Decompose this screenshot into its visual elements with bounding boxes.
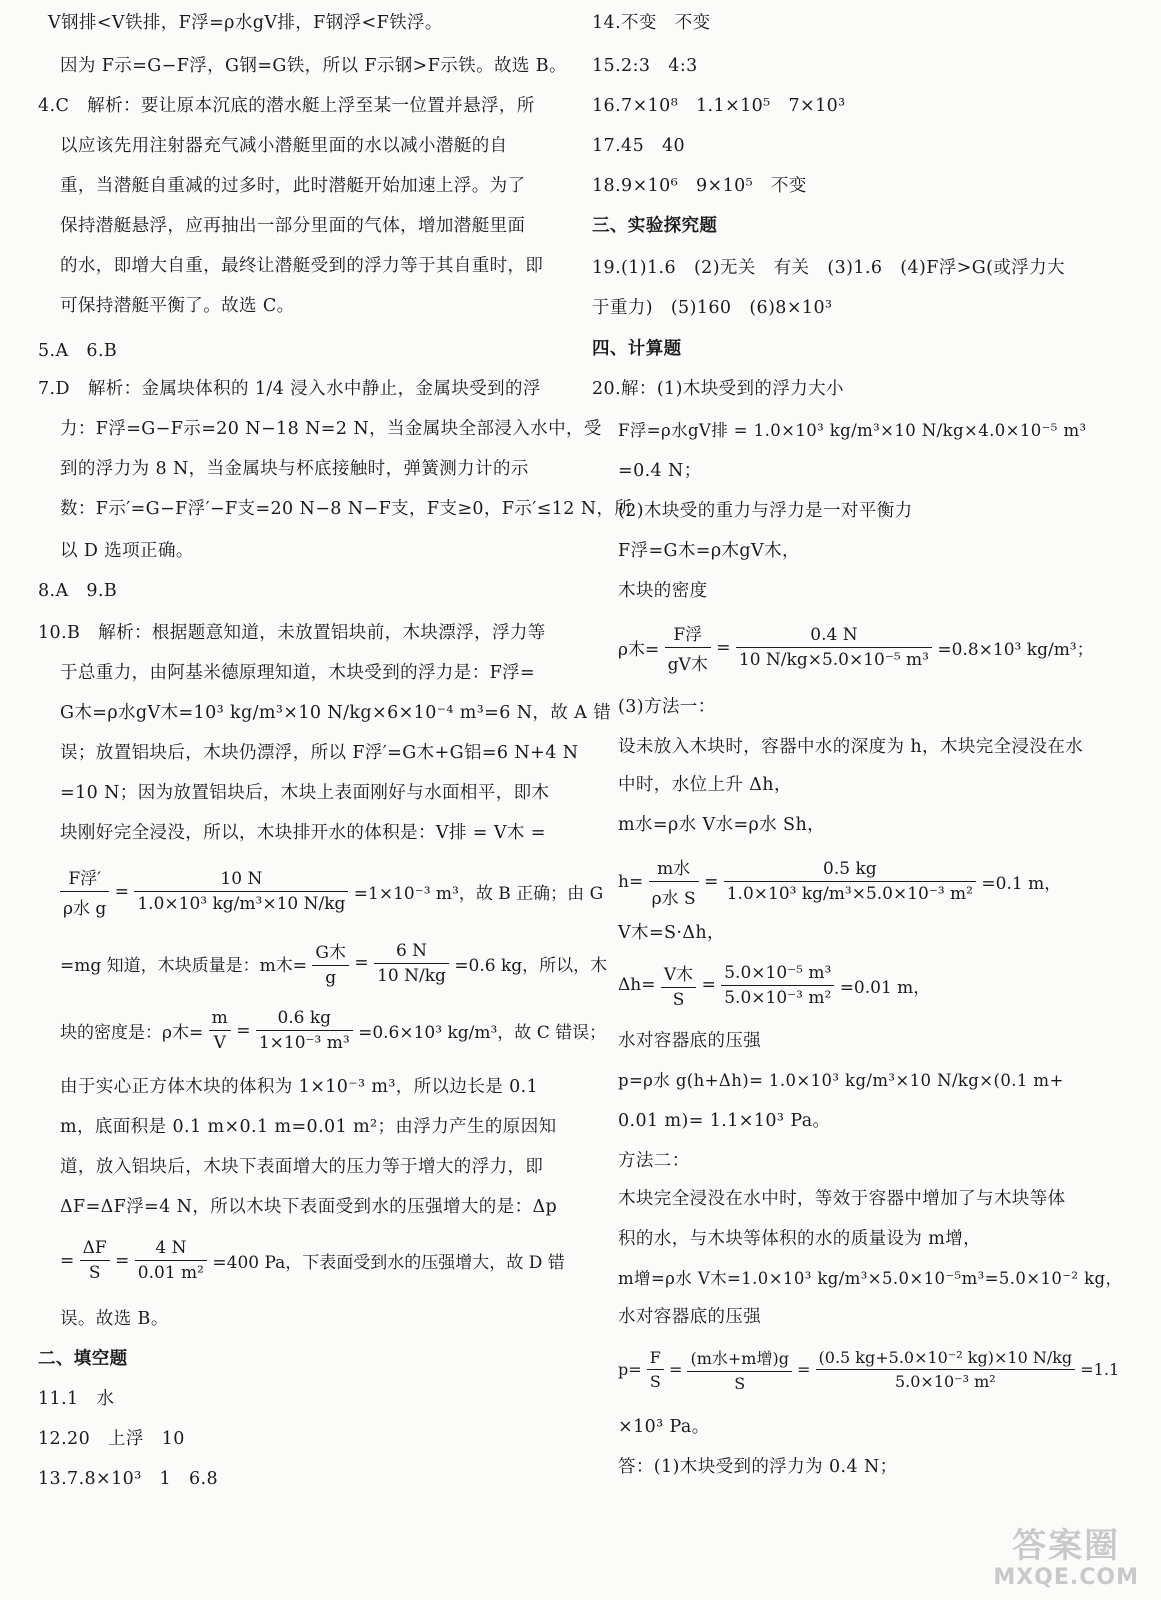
text-line: 于重力) (5)160 (6)8×10³ [592, 298, 833, 318]
formula-line: =0.4 N； [618, 461, 702, 481]
answer-4: 4.C 解析：要让原本沉底的潜水艇上浮至某一位置并悬浮，所 [38, 96, 535, 116]
formula-line: V木=S·Δh， [618, 923, 725, 943]
text-line: 重，当潜艇自重减的过多时，此时潜艇开始加速上浮。为了 [60, 176, 526, 196]
text-line: 道，放入铝块后，木块下表面增大的压力等于增大的浮力，即 [60, 1157, 544, 1177]
text-line: 保持潜艇悬浮，应再抽出一部分里面的气体，增加潜艇里面 [60, 216, 526, 236]
fraction-line: Δh= V木 S = $\frac{\text{5.0×10⁻⁵ m³}}{\text{5.0×10⁻³ m²}}$ =0.01 m， [618, 960, 930, 1010]
fraction-line: = $\frac{\Delta F}{S}$ = $\frac{4 N}{\text{0.01 m²}}$ =400 Pa，下表面受到水的压强增大，故 D 错 [60, 1238, 565, 1283]
text-line: ΔF=ΔF浮=4 N，所以木块下表面受到水的压强增大的是：Δp [60, 1197, 558, 1217]
section-heading-experiment: 三、实验探究题 [592, 216, 718, 236]
text-line: 因为 F示=G−F浮，G钢=G铁，所以 F示钢>F示铁。故选 B。 [60, 56, 567, 76]
text-line: 块刚好完全浸没，所以，木块排开水的体积是：V排 = V木 = [60, 823, 546, 843]
text-line: 以 D 选项正确。 [60, 541, 194, 561]
answer-16: 16.7×10⁸ 1.1×10⁵ 7×10³ [592, 96, 846, 116]
formula-line: m增=ρ水 V木=1.0×10³ kg/m³×5.0×10⁻⁵m³=5.0×10⁻² kg， [618, 1269, 1123, 1288]
text-line: V钢排<V铁排，F浮=ρ水gV排，F钢浮<F铁浮。 [48, 13, 443, 33]
text-line: 设未放入木块时，容器中水的深度为 h，木块完全浸没在水 [618, 737, 1084, 757]
text-line: 水对容器底的压强 [618, 1031, 762, 1051]
text-line: 于总重力，由阿基米德原理知道，木块受到的浮力是：F浮= [60, 663, 536, 683]
watermark-logo: 答案圈 MXQE.COM [993, 1526, 1139, 1590]
text-line: G木=ρ水gV木=10³ kg/m³×10 N/kg×6×10⁻⁴ m³=6 N，故 A 错 [60, 703, 612, 723]
answer-17: 17.45 40 [592, 136, 686, 156]
answer-18: 18.9×10⁶ 9×10⁵ 不变 [592, 176, 807, 196]
formula-line: ×10³ Pa。 [618, 1417, 710, 1437]
section-heading-calculation: 四、计算题 [592, 339, 682, 359]
formula-line: F浮=ρ水gV排 = 1.0×10³ kg/m³×10 N/kg×4.0×10⁻⁵ m³ [618, 421, 1087, 440]
formula-line: F浮=G木=ρ木gV木， [618, 541, 800, 561]
text-line: (2)木块受的重力与浮力是一对平衡力 [618, 501, 913, 521]
text-line: (3)方法一： [618, 697, 716, 717]
fraction-line: ρ木= F浮 gV木 = $\frac{0.4 N}{\text{10 N/kg×5.0×10⁻⁵ m³}}$ =0.8×10³ kg/m³； [618, 620, 1094, 675]
text-line: 以应该先用注射器充气减小潜艇里面的水以减小潜艇的自 [60, 136, 508, 156]
text-line: 由于实心正方体木块的体积为 1×10⁻³ m³，所以边长是 0.1 [60, 1077, 539, 1097]
answer-12: 12.20 上浮 10 [38, 1429, 185, 1449]
text-line: =10 N；因为放置铝块后，木块上表面刚好与水面相平，即木 [60, 783, 550, 803]
text-line: 水对容器底的压强 [618, 1307, 762, 1327]
formula-line: m水=ρ水 V水=ρ水 Sh， [618, 815, 826, 835]
text-line: 中时，水位上升 Δh， [618, 775, 792, 795]
section-heading-fill-in: 二、填空题 [38, 1349, 128, 1369]
fraction-line: =mg 知道，木块质量是：m木= G木 g = $\frac{6 N}{10 N/kg}$ =0.6 kg，所以，木 [60, 938, 607, 988]
answer-7: 7.D 解析：金属块体积的 1/4 浸入水中静止，金属块受到的浮 [38, 379, 541, 399]
answer-10: 10.B 解析：根据题意知道，未放置铝块前，木块漂浮，浮力等 [38, 623, 546, 643]
fraction-line: 块的密度是：ρ木= $\frac{m}{V}$ = $\frac{0.6 kg}{\text{1×10⁻³ m³}}$ =0.6×10³ kg/m³，故 C 错误； [60, 1008, 607, 1053]
answer-19: 19.(1)1.6 (2)无关 有关 (3)1.6 (4)F浮>G(或浮力大 [592, 258, 1065, 278]
text-line: 误；放置铝块后，木块仍漂浮，所以 F浮′=G木+G铝=6 N+4 N [60, 743, 579, 763]
answer-line: 答：(1)木块受到的浮力为 0.4 N； [618, 1457, 898, 1477]
text-line: 积的水，与木块等体积的水的质量设为 m增， [618, 1229, 982, 1249]
fraction-line: F浮′ ρ水 g = $\frac{10 N}{\text{1.0×10³ kg/m³×10 N/kg}}$ =1×10⁻³ m³，故 B 正确；由 G [60, 864, 603, 919]
text-line: 力：F浮=G−F示=20 N−18 N=2 N，当金属块全部浸入水中，受 [60, 419, 602, 439]
text-line: 木块的密度 [618, 581, 708, 601]
text-line: 木块完全浸没在水中时，等效于容器中增加了与木块等体 [618, 1189, 1066, 1209]
fraction-line: h= m水 ρ水 S = $\frac{0.5 kg}{\text{1.0×10³ kg/m³×5.0×10⁻³ m²}}$ =0.1 m， [618, 854, 1061, 909]
formula-line: 0.01 m)= 1.1×10³ Pa。 [618, 1111, 831, 1131]
text-line: 可保持潜艇平衡了。故选 C。 [60, 296, 295, 316]
text-line: m，底面积是 0.1 m×0.1 m=0.01 m²；由浮力产生的原因知 [60, 1117, 557, 1137]
text-line: 方法二： [618, 1151, 690, 1171]
text-line: 数：F示′=G−F浮′−F支=20 N−8 N−F支，F支≥0，F示′≤12 N，所 [60, 499, 633, 519]
answer-15: 15.2:3 4:3 [592, 56, 698, 76]
answer-11: 11.1 水 [38, 1389, 115, 1409]
answer-5-6: 5.A 6.B [38, 341, 118, 361]
answer-13: 13.7.8×10³ 1 6.8 [38, 1469, 218, 1489]
text-line: 到的浮力为 8 N，当金属块与杯底接触时，弹簧测力计的示 [60, 459, 529, 479]
fraction-line: p= $\frac{F}{S}$ = (m水+m增)g S = $\frac{\text{(0.5 kg+5.0×10⁻² kg)×10 N/kg}}{\text{5.0×10⁻³ m²}}$ =1.1 [618, 1348, 1120, 1393]
answer-20: 20.解：(1)木块受到的浮力大小 [592, 379, 844, 399]
text-line: 误。故选 B。 [60, 1309, 169, 1329]
answer-8-9: 8.A 9.B [38, 581, 118, 601]
answer-14: 14.不变 不变 [592, 13, 711, 33]
formula-line: p=ρ水 g(h+Δh)= 1.0×10³ kg/m³×10 N/kg×(0.1 m+ [618, 1071, 1064, 1090]
text-line: 的水，即增大自重，最终让潜艇受到的浮力等于其自重时，即 [60, 256, 544, 276]
